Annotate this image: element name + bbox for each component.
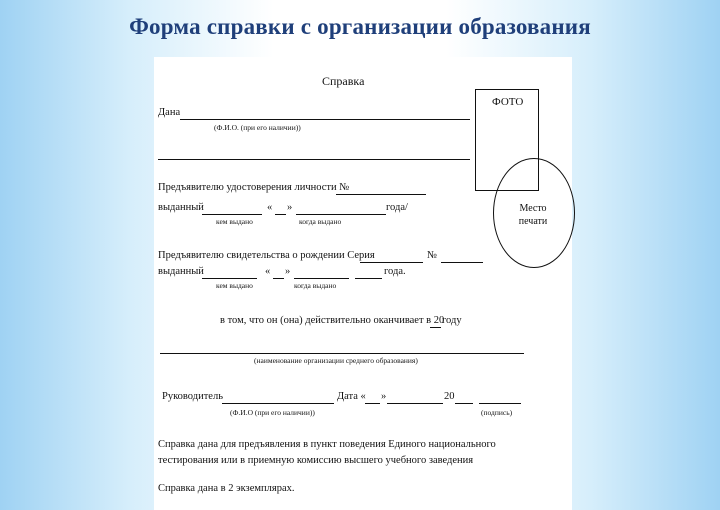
id-holder-label: Предъявителю удостоверения личности № xyxy=(158,182,350,193)
date-year-line xyxy=(455,403,473,404)
given-to-label: Дана xyxy=(158,107,181,118)
date-day-line xyxy=(365,403,380,404)
id-number-line xyxy=(336,194,426,195)
birth-year-line xyxy=(355,278,382,279)
head-name-line xyxy=(222,403,334,404)
id-when-hint: когда выдано xyxy=(299,217,342,226)
id-date-line xyxy=(296,214,386,215)
date-quote-close: » xyxy=(381,391,387,402)
purpose-line-1: Справка дана для предъявления в пункт поведения Единого национального xyxy=(158,439,496,450)
birth-number-line xyxy=(441,262,483,263)
id-quote-open: « xyxy=(267,202,273,213)
birth-quote-close: » xyxy=(285,266,291,277)
birth-by-whom-hint: кем выдано xyxy=(216,281,253,290)
birth-date-line xyxy=(294,278,349,279)
birth-quote-open: « xyxy=(265,266,271,277)
birth-series-line xyxy=(360,262,423,263)
birth-issuer-line xyxy=(202,278,257,279)
form-heading: Справка xyxy=(322,74,365,88)
id-by-whom-hint: кем выдано xyxy=(216,217,253,226)
given-to-line-2 xyxy=(158,159,470,160)
organization-hint: (наименование организации среднего образования) xyxy=(254,356,418,365)
date-label: Дата « xyxy=(337,391,366,402)
photo-label: ФОТО xyxy=(492,96,524,108)
fio-hint: (Ф.И.О. (при его наличии)) xyxy=(214,123,301,132)
stamp-label: Место печати xyxy=(518,203,548,227)
organization-line xyxy=(160,353,524,354)
birth-cert-label: Предъявителю свидетельства о рождении Серия xyxy=(158,250,375,261)
purpose-line-2: тестирования или в приемную комиссию высшего учебного заведения xyxy=(158,455,474,466)
signature-line xyxy=(479,403,521,404)
birth-when-hint: когда выдано xyxy=(294,281,337,290)
given-to-line xyxy=(180,119,470,120)
head-fio-hint: (Ф.И.О (при его наличии)) xyxy=(230,408,315,417)
slide-title: Форма справки с организации образования xyxy=(129,14,591,39)
confirm-year-line xyxy=(430,327,441,328)
birth-day-line xyxy=(273,278,284,279)
id-issued-label: выданный xyxy=(158,202,204,213)
id-day-line xyxy=(275,214,286,215)
certificate-form xyxy=(154,57,572,510)
id-issuer-line xyxy=(202,214,262,215)
date-twenty: 20 xyxy=(444,391,455,402)
birth-issued-label: выданный xyxy=(158,266,204,277)
copies-text: Справка дана в 2 экземплярах. xyxy=(158,483,295,494)
date-month-line xyxy=(387,403,443,404)
signature-hint: (подпись) xyxy=(481,408,513,417)
id-year-label: года/ xyxy=(386,202,408,213)
id-quote-close: » xyxy=(287,202,293,213)
confirm-year-word: году xyxy=(442,315,462,326)
birth-number-sign: № xyxy=(427,250,438,261)
confirm-text: в том, что он (она) действительно оканчивает в 20 xyxy=(220,315,445,326)
head-label: Руководитель xyxy=(162,391,223,402)
birth-year-label: года. xyxy=(384,266,406,277)
